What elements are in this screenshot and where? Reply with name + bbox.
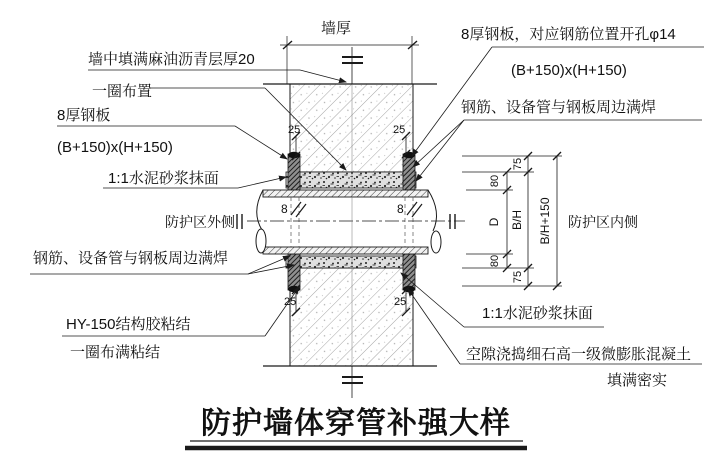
callout-concrete-fill: 空隙浇捣细石高一级微膨胀混凝土 (466, 346, 692, 363)
callout-adhesive-ring: 一圈布满粘结 (70, 344, 161, 361)
dim-label-80: 80 (489, 174, 501, 188)
callout-concrete-fill-2: 填满密实 (607, 372, 668, 389)
dim-label-25: 25 (284, 296, 297, 308)
gap-fill-bottom (286, 256, 416, 268)
dim-label-25: 25 (394, 296, 407, 308)
dim-label-25: 25 (288, 124, 301, 136)
leader-asphalt (88, 70, 346, 82)
centerline-break-left (237, 214, 242, 229)
dim-label-BH: B/H (510, 209, 524, 231)
steel-plate-bottom-right (403, 254, 415, 290)
label-zone-outside: 防护区外侧 (165, 214, 235, 230)
callout-mortar-right: 1:1水泥砂浆抹面 (482, 305, 593, 322)
pipe-break-ellipse-right (431, 231, 441, 253)
callout-ring-layout: 一圈布置 (92, 83, 153, 100)
centerline-break-right (450, 214, 455, 229)
dim-label-75: 75 (512, 270, 524, 284)
label-zone-inside: 防护区内侧 (568, 214, 638, 230)
callout-plate-size-left: (B+150)x(H+150) (57, 139, 173, 156)
callout-plate-size-right: (B+150)x(H+150) (511, 62, 627, 79)
steel-plate-top-left (288, 154, 300, 190)
callout-mortar-left: 1:1水泥砂浆抹面 (108, 170, 219, 187)
pipe-break-right (428, 190, 437, 231)
steel-plate-top-right (403, 154, 415, 190)
dim-label-D: D (487, 217, 501, 227)
weld-symbol-left (291, 202, 306, 217)
steel-plate-bottom-left (288, 254, 300, 290)
callout-asphalt: 墙中填满麻油沥青层厚20 (88, 51, 255, 68)
dim-label-75: 75 (512, 157, 524, 171)
drawing-title: 防护墙体穿管补强大样 (201, 407, 511, 440)
callout-weld-right: 钢筋、设备管与钢板周边满焊 (461, 99, 657, 116)
weld-size-label: 8 (397, 202, 404, 216)
wall-centerline-break-top (342, 47, 363, 84)
weld-size-label: 8 (281, 202, 288, 216)
callout-weld-left: 钢筋、设备管与钢板周边满焊 (33, 250, 229, 267)
pipe-wall-bottom (263, 247, 428, 254)
pipe-wall-top (263, 190, 428, 197)
dim-label-BH150: B/H+150 (538, 197, 552, 245)
wall-centerline-break-bottom (342, 366, 363, 398)
pipe-break-left (257, 190, 263, 230)
dim-label-80: 80 (489, 254, 501, 268)
callout-plate-left: 8厚钢板 (57, 107, 111, 124)
callout-adhesive: HY-150结构胶粘结 (66, 316, 191, 333)
dim-wall-thickness (280, 36, 419, 84)
dim-label-wall-thickness: 墙厚 (320, 20, 352, 37)
pipe-break-ellipse-left (256, 229, 266, 253)
weld-symbol-right (407, 202, 422, 217)
gap-fill-top (286, 172, 416, 188)
wall-lower-section (290, 268, 413, 366)
callout-plate-holes: 8厚钢板，对应钢筋位置开孔φ14 (461, 26, 676, 43)
dim-label-25: 25 (393, 124, 406, 136)
leader-weld-right (413, 120, 702, 181)
